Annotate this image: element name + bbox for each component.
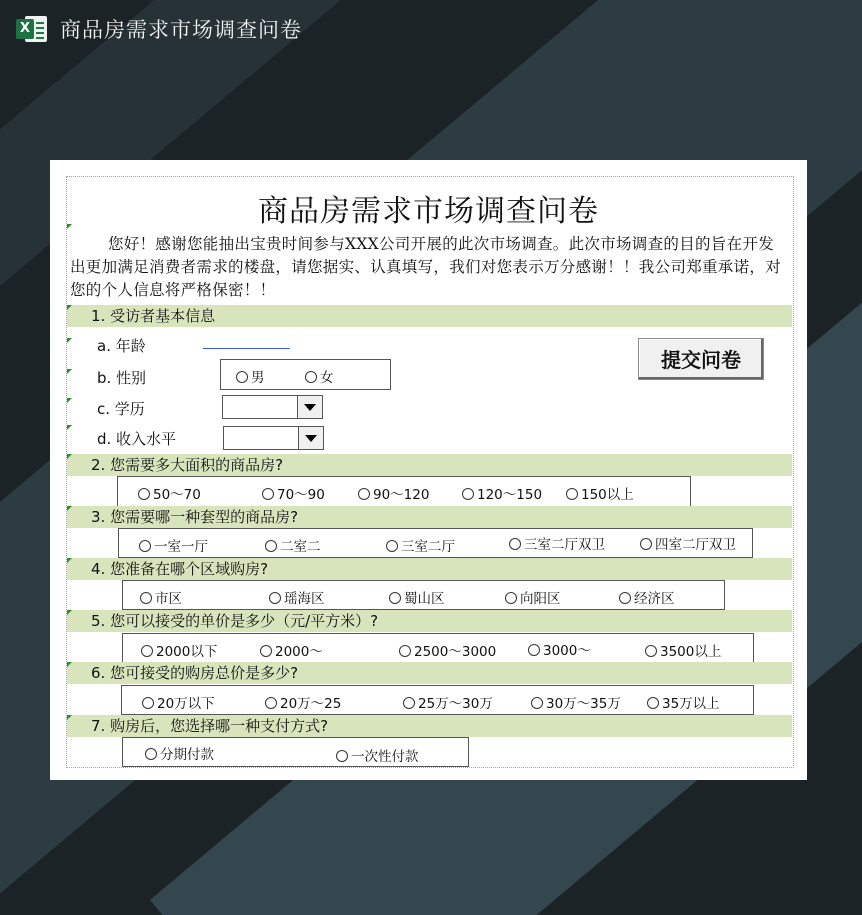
q5-option-3[interactable]: 2500～3000	[399, 640, 496, 660]
q3-option-2[interactable]: 二室二	[265, 535, 321, 555]
q2-option-2[interactable]: 70～90	[262, 483, 325, 503]
q3-option-5[interactable]: 四室二厅双卫	[640, 533, 736, 553]
radio-icon	[531, 697, 543, 709]
dropdown-arrow-icon[interactable]	[297, 396, 322, 418]
radio-icon	[141, 645, 153, 657]
q3-option-1[interactable]: 一室一厅	[139, 535, 208, 555]
cell-comment-marker	[67, 224, 72, 229]
radio-icon	[305, 371, 317, 383]
q4-option-4[interactable]: 向阳区	[505, 587, 561, 607]
radio-icon	[647, 697, 659, 709]
q6-option-1[interactable]: 20万以下	[142, 692, 215, 712]
cell-comment-marker	[67, 305, 72, 310]
q2-option-3[interactable]: 90～120	[358, 483, 429, 503]
q5-option-2[interactable]: 2000～	[260, 640, 323, 660]
radio-icon	[236, 371, 248, 383]
radio-icon	[403, 697, 415, 709]
radio-icon	[145, 748, 157, 760]
q7-option-1[interactable]: 分期付款	[145, 743, 214, 763]
radio-icon	[645, 645, 657, 657]
question-7-options	[122, 737, 469, 767]
gender-label: b. 性别	[97, 369, 147, 387]
radio-icon	[386, 540, 398, 552]
cell-comment-marker	[67, 662, 72, 667]
radio-icon	[528, 644, 540, 656]
question-1-header: 1. 受访者基本信息	[67, 305, 792, 327]
radio-icon	[640, 538, 652, 550]
form-title: 商品房需求市场调查问卷	[258, 194, 599, 229]
dropdown-arrow-icon[interactable]	[298, 427, 323, 449]
question-6-header: 6. 您可接受的购房总价是多少?	[67, 662, 792, 684]
radio-icon	[358, 488, 370, 500]
radio-icon	[260, 645, 272, 657]
radio-icon	[509, 538, 521, 550]
question-2-options	[117, 476, 691, 507]
question-5-options	[122, 633, 754, 663]
radio-icon	[139, 540, 151, 552]
q4-option-5[interactable]: 经济区	[619, 587, 675, 607]
survey-sheet	[50, 160, 807, 780]
question-2-header: 2. 您需要多大面积的商品房?	[67, 454, 792, 476]
income-label: d. 收入水平	[97, 430, 177, 448]
submit-button[interactable]: 提交问卷	[638, 338, 764, 380]
radio-icon	[138, 488, 150, 500]
radio-icon	[505, 592, 517, 604]
radio-icon	[462, 488, 474, 500]
q5-option-1[interactable]: 2000以下	[141, 640, 217, 660]
excel-icon: X	[16, 13, 48, 45]
q4-option-1[interactable]: 市区	[140, 587, 182, 607]
cell-comment-marker	[67, 715, 72, 720]
question-5-header: 5. 您可以接受的单价是多少（元/平方米）?	[67, 610, 792, 632]
radio-icon	[399, 645, 411, 657]
radio-icon	[269, 592, 281, 604]
radio-icon	[262, 488, 274, 500]
question-7-header: 7. 购房后，您选择哪一种支付方式?	[67, 715, 792, 737]
cell-comment-marker	[67, 398, 72, 403]
question-6-options	[121, 685, 754, 715]
radio-icon	[265, 697, 277, 709]
question-3-options	[118, 528, 753, 558]
q5-option-4[interactable]: 3000～	[528, 639, 591, 659]
q6-option-4[interactable]: 30万～35万	[531, 692, 621, 712]
education-label: c. 学历	[97, 400, 145, 418]
q7-option-2[interactable]: 一次性付款	[336, 745, 419, 765]
radio-icon	[566, 488, 578, 500]
cell-comment-marker	[67, 425, 72, 430]
age-input[interactable]	[203, 348, 290, 349]
app-header	[16, 10, 302, 48]
q6-option-3[interactable]: 25万～30万	[403, 692, 493, 712]
cell-comment-marker	[67, 506, 72, 511]
radio-icon	[265, 540, 277, 552]
gender-group	[220, 359, 391, 390]
age-label: a. 年龄	[97, 337, 146, 355]
question-3-header: 3. 您需要哪一种套型的商品房?	[67, 506, 792, 528]
q6-option-2[interactable]: 20万～25	[265, 692, 341, 712]
q3-option-3[interactable]: 三室二厅	[386, 535, 455, 555]
q2-option-5[interactable]: 150以上	[566, 483, 634, 503]
radio-icon	[389, 592, 401, 604]
radio-icon	[142, 697, 154, 709]
question-4-options	[122, 580, 725, 610]
cell-comment-marker	[67, 558, 72, 563]
education-select[interactable]	[222, 395, 323, 419]
gender-female-radio[interactable]: 女	[305, 366, 334, 386]
q4-option-3[interactable]: 蜀山区	[389, 587, 445, 607]
radio-icon	[619, 592, 631, 604]
question-4-header: 4. 您准备在哪个区域购房?	[67, 558, 792, 580]
cell-comment-marker	[67, 338, 72, 343]
q2-option-1[interactable]: 50～70	[138, 483, 201, 503]
income-select[interactable]	[223, 426, 324, 450]
radio-icon	[336, 750, 348, 762]
radio-icon	[140, 592, 152, 604]
cell-comment-marker	[67, 610, 72, 615]
q4-option-2[interactable]: 瑶海区	[269, 587, 325, 607]
cell-comment-marker	[67, 454, 72, 459]
cell-comment-marker	[67, 369, 72, 374]
app-title: 商品房需求市场调查问卷	[60, 18, 302, 42]
q5-option-5[interactable]: 3500以上	[645, 640, 721, 660]
intro-text: 您好！感谢您能抽出宝贵时间参与XXX公司开展的此次市场调查。此次市场调查的目的旨在开发出更加满足消费者需求的楼盘，请您据实、认真填写，我们对您表示万分感谢！！我公司郑重承诺，对您的个人信息将严格保密！！	[70, 235, 782, 299]
q6-option-5[interactable]: 35万以上	[647, 692, 720, 712]
q2-option-4[interactable]: 120～150	[462, 483, 542, 503]
q3-option-4[interactable]: 三室二厅双卫	[509, 533, 605, 553]
gender-male-radio[interactable]: 男	[236, 366, 265, 386]
